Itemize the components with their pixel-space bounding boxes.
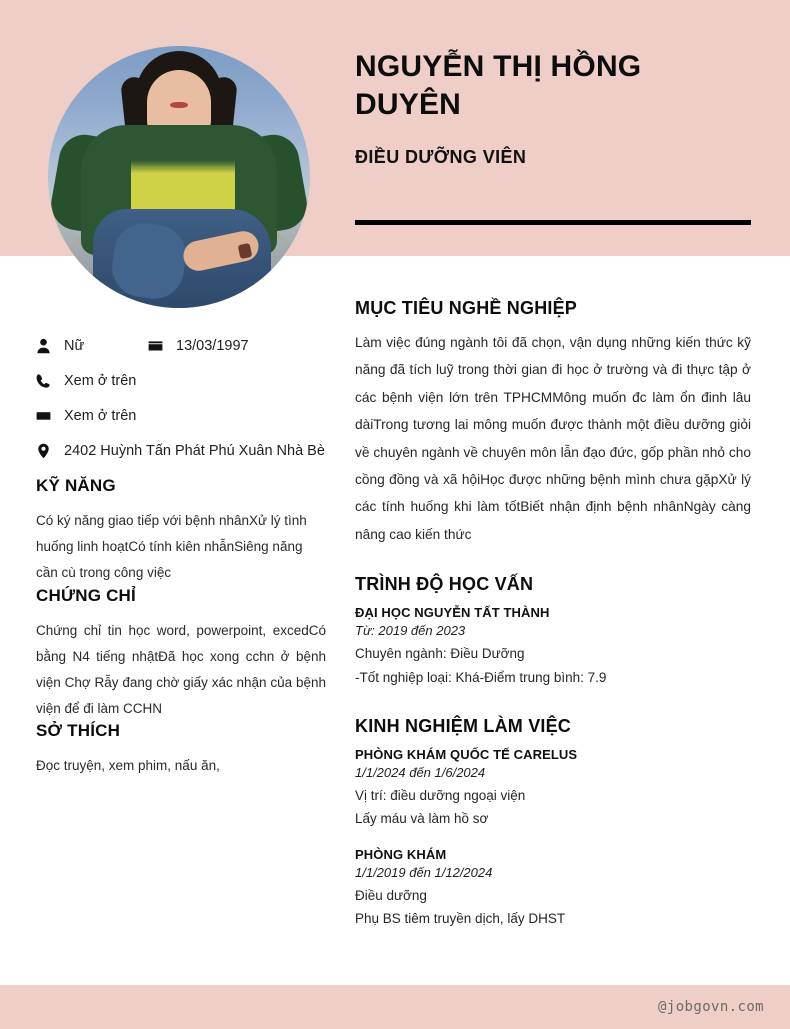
footer-band <box>0 985 790 1029</box>
section-education <box>355 574 751 689</box>
section-objective <box>355 298 751 548</box>
education-grade: -Tốt nghiệp loại: Khá-Điểm trung bình: 7.9 <box>355 669 607 685</box>
skills-text: Có ký năng giao tiếp với bệnh nhânXử lý tình huống linh hoạtCó tính kiên nhẫnSiêng năng cần cù trong công việc <box>36 513 307 580</box>
candidate-name: NGUYỄN THỊ HỒNG DUYÊN <box>355 50 642 122</box>
person-icon <box>36 338 51 354</box>
birthdate-value: 13/03/1997 <box>176 338 249 354</box>
profile-photo <box>48 46 310 308</box>
experience-entry <box>355 747 751 831</box>
wristwatch <box>238 243 253 259</box>
section-experience <box>355 716 751 932</box>
section-skills <box>36 476 326 586</box>
experience-entry <box>355 847 751 931</box>
experience-dates: 1/1/2019 đến 1/12/2024 <box>355 864 493 880</box>
header-text <box>355 48 755 168</box>
experience-position: Vị trí: điều dưỡng ngoại viện <box>355 787 526 803</box>
candidate-role: ĐIỀU DƯỠNG VIÊN <box>355 146 527 167</box>
phone-icon <box>36 373 51 389</box>
education-entry <box>355 605 751 689</box>
experience-position: Điều dưỡng <box>355 887 427 903</box>
address-value: 2402 Huỳnh Tấn Phát Phú Xuân Nhà Bè <box>64 443 325 460</box>
skills-heading: KỸ NĂNG <box>36 476 116 496</box>
id-card-icon <box>148 338 163 354</box>
envelope-icon <box>36 408 51 424</box>
experience-company: PHÒNG KHÁM <box>355 846 447 862</box>
education-heading: TRÌNH ĐỘ HỌC VẤN <box>355 574 534 595</box>
contact-row <box>36 441 326 462</box>
experience-duties: Lấy máu và làm hồ sơ <box>355 811 489 827</box>
email-value: Xem ở trên <box>64 408 137 425</box>
certificates-text: Chứng chỉ tin học word, powerpoint, excedCó bằng N4 tiếng nhậtĐã học xong cchn ở bệnh viện Chợ Rẫy đang chờ giấy xác nhận của bệnh viện để đi làm CCHN <box>36 622 326 716</box>
education-dates: Từ: 2019 đến 2023 <box>355 623 466 639</box>
right-column <box>355 298 751 957</box>
gender-value: Nữ <box>64 338 85 354</box>
contact-row <box>36 336 326 357</box>
contact-gender <box>36 336 148 357</box>
location-pin-icon <box>36 443 51 459</box>
experience-duties: Phụ BS tiêm truyền dịch, lấy DHST <box>355 911 566 927</box>
experience-heading: KINH NGHIỆM LÀM VIỆC <box>355 715 572 736</box>
education-major: Chuyên ngành: Điều Dưỡng <box>355 646 525 662</box>
experience-dates: 1/1/2024 đến 1/6/2024 <box>355 764 486 780</box>
contact-row <box>36 371 326 392</box>
hobbies-heading: SỞ THÍCH <box>36 721 121 741</box>
experience-company: PHÒNG KHÁM QUỐC TẾ CARELUS <box>355 746 578 762</box>
header-divider <box>355 220 751 225</box>
contact-row <box>36 406 326 427</box>
contact-list <box>36 336 326 462</box>
left-column <box>36 336 326 779</box>
hobbies-text: Đọc truyện, xem phim, nấu ăn, <box>36 758 220 774</box>
education-school: ĐẠI HỌC NGUYỄN TẤT THÀNH <box>355 605 550 621</box>
objective-text: Làm việc đúng ngành tôi đã chọn, vận dụng những kiến thức kỹ năng đã tích luỹ trong thời gian đi học ở trường và đi thực tập ở các bệnh viện lớn trên TPHCMMông muốn đc làm ổn đinh lâu dàiTrong tương lai mông muốn được thành một điều dưỡng giỏi về chuyên ngành về chuyên môn lẫn đạo đức, gốp phần nhỏ cho cồng đồng và xã hộiHọc được những bệnh mình chưa gặpXử lý các tính huống khi làm tốtBiết nhận định bệnh nhânNgày càng nâng cao kiến thức <box>355 335 751 542</box>
watermark: @jobgovn.com <box>658 999 764 1015</box>
phone-value: Xem ở trên <box>64 373 137 390</box>
contact-birthdate <box>148 336 249 357</box>
certificates-heading: CHỨNG CHỈ <box>36 585 136 605</box>
section-hobbies <box>36 721 326 779</box>
photo-background <box>48 46 310 308</box>
objective-heading: MỤC TIÊU NGHỀ NGHIỆP <box>355 298 578 318</box>
section-certificates <box>36 586 326 722</box>
